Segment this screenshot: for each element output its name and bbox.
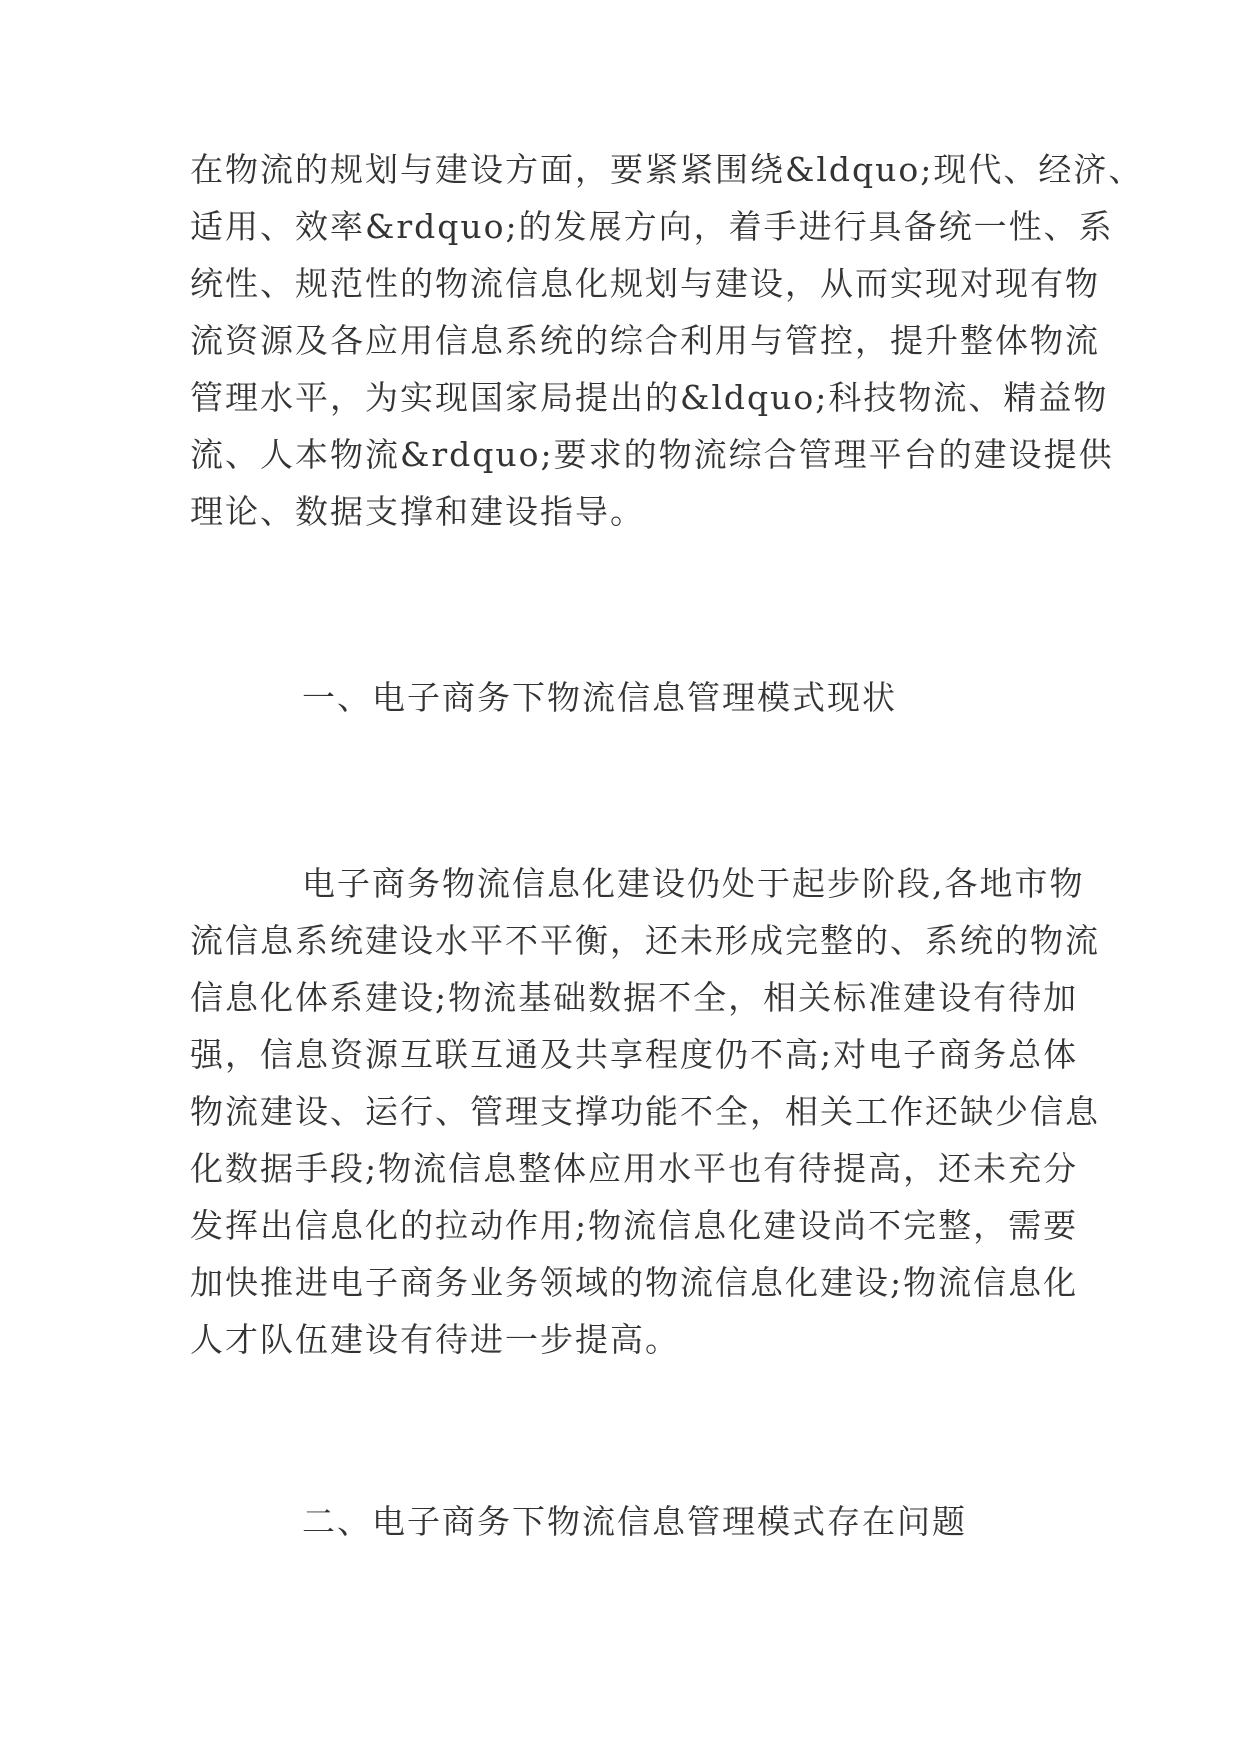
paragraph-line: 加快推进电子商务业务领域的物流信息化建设;物流信息化 [190, 1263, 1079, 1302]
paragraph-line: 管理水平，为实现国家局提出的&ldquo;科技物流、精益物 [190, 378, 1109, 417]
paragraph-line: 统性、规范性的物流信息化规划与建设，从而实现对现有物 [190, 264, 1100, 303]
paragraph-line: 人才队伍建设有待进一步提高。 [190, 1320, 680, 1359]
paragraph-line: 理论、数据支撑和建设指导。 [190, 492, 645, 531]
paragraph-line: 流、人本物流&rdquo;要求的物流综合管理平台的建设提供 [190, 435, 1114, 474]
paragraph-line: 发挥出信息化的拉动作用;物流信息化建设尚不完整，需要 [190, 1206, 1079, 1245]
paragraph-line: 流信息系统建设水平不平衡，还未形成完整的、系统的物流 [190, 921, 1100, 960]
section-heading-status: 一、电子商务下物流信息管理模式现状 [302, 678, 897, 717]
paragraph-line: 流资源及各应用信息系统的综合利用与管控，提升整体物流 [190, 321, 1100, 360]
paragraph-line: 适用、效率&rdquo;的发展方向，着手进行具备统一性、系 [190, 207, 1114, 246]
paragraph-line: 在物流的规划与建设方面，要紧紧围绕&ldquo;现代、经济、 [190, 150, 1144, 189]
paragraph-line: 化数据手段;物流信息整体应用水平也有待提高，还未充分 [190, 1149, 1079, 1188]
section-heading-problems: 二、电子商务下物流信息管理模式存在问题 [302, 1502, 967, 1541]
paragraph-line: 物流建设、运行、管理支撑功能不全，相关工作还缺少信息 [190, 1092, 1100, 1131]
paragraph-line: 信息化体系建设;物流基础数据不全，相关标准建设有待加 [190, 978, 1079, 1017]
paragraph-line: 强，信息资源互联互通及共享程度仍不高;对电子商务总体 [190, 1035, 1079, 1074]
paragraph-line: 电子商务物流信息化建设仍处于起步阶段,各地市物 [302, 864, 1085, 903]
